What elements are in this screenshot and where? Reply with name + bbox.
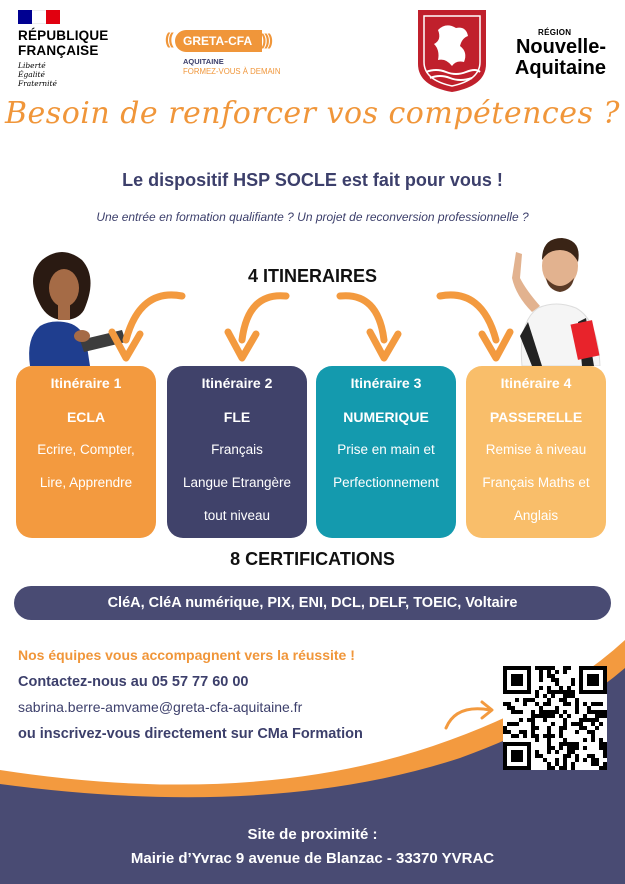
itinerary-title: Itinéraire 1 [50,375,122,391]
itinerary-desc-line: Langue Etrangère [182,475,292,490]
republique-francaise-logo [18,10,109,88]
greta-cfa-logo [165,30,295,82]
headline-script: Besoin de renforcer vos compétences ? [5,96,620,131]
greta-left-arcs-icon: (( [165,31,172,48]
qr-code[interactable] [503,666,607,770]
itinerary-name: FLE [223,409,251,425]
arrow-to-itinerary-2-icon [214,288,294,364]
certifications-heading: 8 CERTIFICATIONS [230,549,395,569]
arrow-to-itinerary-3-icon [332,288,412,364]
french-flag-icon [18,10,60,24]
rf-line2: FRANÇAISE [18,43,99,58]
itinerary-name: ECLA [66,409,106,425]
itinerary-desc-line: tout niveau [203,508,271,523]
site-label: Site de proximité : [247,826,378,843]
itinerary-title: Itinéraire 2 [201,375,273,391]
nouvelle-aquitaine-logo [416,8,616,96]
rf-line1: RÉPUBLIQUE [18,28,109,43]
rf-motto-fraternite: Fraternité [18,79,57,88]
arrow-to-qr-icon [442,694,502,734]
itineraries-heading: 4 ITINERAIRES [247,266,378,286]
itinerary-desc-line: Prise en main et [337,442,435,457]
itinerary-card-2 [167,366,307,538]
cma-formation-link[interactable]: ou inscrivez-vous directement sur CMa Formation [18,726,363,742]
itinerary-desc-line: Perfectionnement [333,475,439,490]
accompany-text: Nos équipes vous accompagnent vers la réussite ! [18,647,355,663]
itinerary-desc-line: Remise à niveau [485,442,587,457]
itinerary-title: Itinéraire 3 [350,375,422,391]
itinerary-desc-line: Ecrire, Compter, [37,442,135,457]
greta-slogan: FORMEZ-VOUS À DEMAIN [183,67,281,76]
itinerary-name: PASSERELLE [489,409,583,425]
itinerary-desc-line: Français [211,442,263,457]
contact-email-link[interactable]: sabrina.berre-amvame@greta-cfa-aquitaine.fr [18,699,303,715]
itinerary-name: NUMERIQUE [343,409,429,425]
certifications-list: CléA, CléA numérique, PIX, ENI, DCL, DELF, TOEIC, Voltaire [14,586,611,620]
arrow-to-itinerary-4-icon [432,288,522,364]
greta-right-arcs-icon: ))) [261,32,271,49]
region-shield-icon [416,8,488,94]
region-name-line2: Aquitaine [514,57,606,79]
itinerary-desc-line: Français Maths et [482,475,590,490]
greta-badge: GRETA-CFA [175,30,262,52]
itinerary-desc-line: Anglais [513,508,559,523]
contact-phone[interactable]: Contactez-nous au 05 57 77 60 00 [18,674,249,690]
headline-tagline: Une entrée en formation qualifiante ? Un projet de reconversion professionnelle ? [96,210,529,224]
greta-region: AQUITAINE [183,57,224,66]
itinerary-card-1 [16,366,156,538]
itinerary-card-3 [316,366,456,538]
rf-motto-egalite: Égalité [18,70,45,79]
site-address: Mairie d’Yvrac 9 avenue de Blanzac - 33370 YVRAC [130,850,495,867]
itinerary-card-4 [466,366,606,538]
rf-motto-liberte: Liberté [18,61,46,70]
headline-subtitle: Le dispositif HSP SOCLE est fait pour vous ! [122,170,503,190]
itinerary-title: Itinéraire 4 [500,375,572,391]
itinerary-desc-line: Lire, Apprendre [39,475,133,490]
arrow-to-itinerary-1-icon [100,288,190,364]
region-name-line1: Nouvelle- [515,36,606,58]
region-kicker: RÉGION [538,28,572,37]
